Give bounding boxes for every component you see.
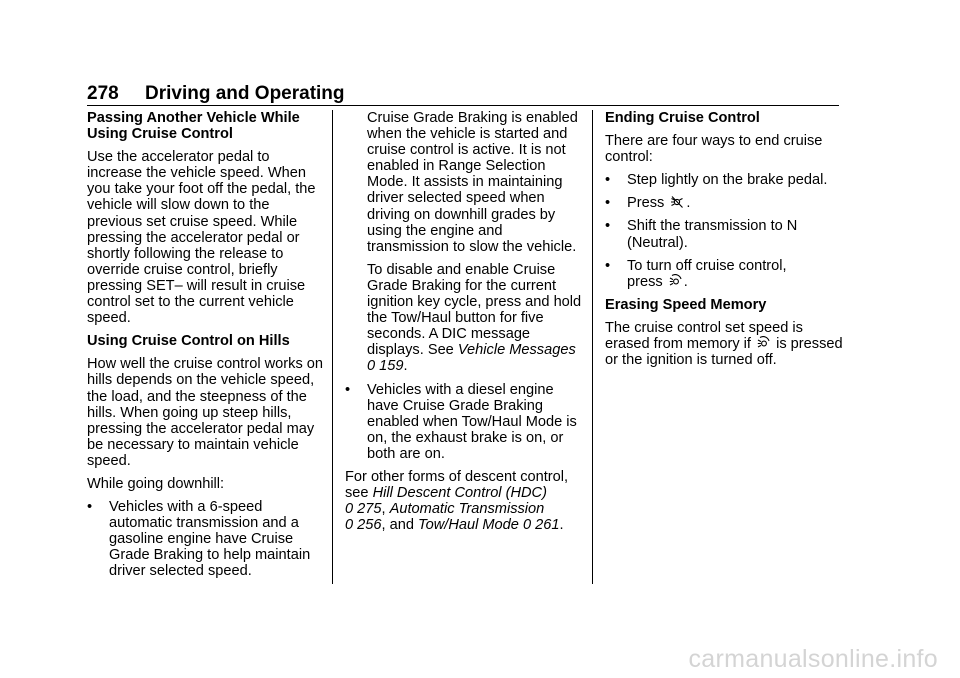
bullet-mark: • [605, 195, 611, 212]
heading-erasing: Erasing Speed Memory [605, 296, 767, 313]
punctuation: , [381, 501, 390, 518]
list-item-text: Press [627, 195, 669, 212]
heading-ending: Ending Cruise Control [605, 110, 760, 126]
paragraph [345, 262, 583, 375]
column-1 [87, 110, 327, 587]
heading-hills: Using Cruise Control on Hills [87, 333, 290, 350]
list-item [87, 499, 327, 579]
section-title: Driving and Operating [145, 83, 345, 104]
list-item-text: Vehicles with a diesel engine have Cruise Grade Braking enabled when Tow/Haul Mode is on, the exhaust brake is on, or both are on. [367, 381, 577, 462]
bullet-mark: • [605, 172, 611, 189]
bullet-mark: • [605, 218, 611, 235]
paragraph [605, 320, 845, 368]
list-item-text: . [683, 273, 688, 290]
page-reference[interactable]: 0 256 [345, 517, 382, 534]
cruise-on-off-icon [757, 336, 770, 350]
bullet-mark: • [345, 381, 351, 398]
list-item [605, 218, 845, 250]
cruise-cancel-icon [670, 195, 684, 209]
list-item-text: Vehicles with a 6-speed automatic transmission and a gasoline engine have Cruise Grade Braking to help maintain driver selected speed. [109, 499, 311, 580]
heading-passing: Passing Another Vehicle While Using Cruise Control [87, 110, 300, 143]
xref-automatic-transmission[interactable]: Automatic Transmission [389, 501, 545, 518]
punctuation: , and [381, 517, 419, 534]
column-divider [592, 110, 593, 584]
list-item-text: To turn off cruise control, [627, 257, 787, 274]
paragraph [345, 469, 583, 533]
cruise-on-off-icon [669, 274, 682, 288]
list-item-text: press [627, 273, 667, 290]
paragraph: While going downhill: [87, 475, 225, 492]
punctuation: . [559, 517, 564, 534]
page-reference[interactable]: 0 159 [367, 358, 404, 375]
paragraph: There are four ways to end cruise control: [605, 133, 823, 166]
watermark: carmanualsonline.info [688, 645, 938, 673]
list-item [605, 172, 845, 188]
column-2 [345, 110, 583, 540]
bullet-mark: • [87, 499, 93, 516]
list-item [605, 195, 845, 211]
bullet-mark: • [605, 257, 611, 274]
list-item-text: Shift the transmission to N (Neutral). [627, 218, 798, 251]
page-reference[interactable]: 0 261 [522, 517, 560, 534]
paragraph-text: For other forms of descent control, see [345, 468, 569, 502]
column-3 [605, 110, 845, 375]
page-reference[interactable]: 0 275 [345, 501, 382, 518]
page-number: 278 [87, 83, 119, 104]
paragraph: How well the cruise control works on hills depends on the vehicle speed, the load, and the steepness of the hills. When going up steep hills, pressing the accelerator pedal may be necessary to maintain vehicle speed. [87, 356, 324, 469]
paragraph-text: To disable and enable Cruise Grade Braking for the current ignition key cycle, press and hold the Tow/Haul button for five seconds. A DIC message displays. See [367, 261, 582, 359]
page-header [87, 83, 839, 106]
list-item-text: Step lightly on the brake pedal. [627, 172, 828, 189]
paragraph: Use the accelerator pedal to increase the vehicle speed. When you take your foot off the pedal, the vehicle will slow down to the previous set cruise speed. While pressing the accelerator pedal or shortly following the release to override cruise control, briefly pressing SET– will result in cruise control set to the current vehicle speed. [87, 149, 316, 327]
paragraph-text: is pressed or the ignition is turned off. [605, 336, 843, 369]
paragraph-text: The cruise control set speed is erased from memory if [605, 319, 803, 353]
xref-hdc[interactable]: Hill Descent Control (HDC) [372, 485, 547, 502]
list-item-text: . [686, 195, 691, 212]
list-item [345, 382, 583, 462]
xref-tow-haul-mode[interactable]: Tow/Haul Mode [418, 517, 519, 534]
paragraph: Cruise Grade Braking is enabled when the vehicle is started and cruise control is active. It is not enabled in Range Selection Mode. It assists in maintaining driver selected speed when driving on downhill grades by using the engine and transmission to slow the vehicle. [367, 110, 578, 255]
punctuation: . [403, 358, 408, 375]
list-item [605, 258, 845, 290]
column-divider [332, 110, 333, 584]
xref-vehicle-messages[interactable]: Vehicle Messages [457, 342, 576, 359]
